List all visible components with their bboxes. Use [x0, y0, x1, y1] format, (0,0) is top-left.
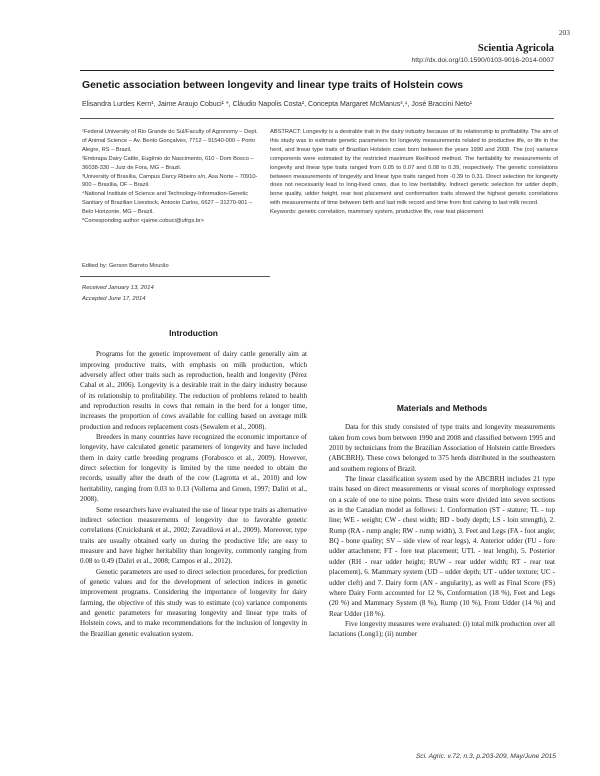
editorial-divider: [80, 276, 270, 277]
methods-paragraph-3: Five longevity measures were evaluated: (i) total milk production over all lactations (Long1); (ii) number: [329, 619, 555, 639]
affiliation-1: ¹Federal University of Rio Grande do Sul/Faculty of Agronomy – Dept. of Animal Science – Av. Bento Gonçalves, 7712 – 91540-000 – Porto Alegre, RS – Brazil.: [82, 129, 258, 153]
affiliation-2: ²Embrapa Dairy Cattle, Eugênio do Nascimento, 610 - Dom Bosco – 36038-330 – Juiz de Fora, MG – Brazil.: [82, 155, 254, 171]
body-column-right: [329, 328, 555, 640]
section-heading-introduction: Introduction: [169, 328, 218, 338]
article-title: Genetic association between longevity and linear type traits of Holstein cows: [82, 80, 464, 91]
intro-paragraph-2: Breeders in many countries have recognized the economic importance of longevity, have calculated genetic parameters of longevity and have included them in dairy cattle breeding programs (Forabosco et al., 2009). However, direct selection for longevity is limited by the time needed to obtain the records, usually after the death of the cow (Lagrotta et al., 2010) and low heritability, ranging from 0.03 to 0.13 (Vollema and Groen, 1997; Daliri et al., 2008).: [80, 433, 307, 504]
doi-link[interactable]: http://dx.doi.org/10.1590/0103-9016-2014-0007: [411, 57, 554, 64]
section-heading-methods: Materials and Methods: [396, 403, 488, 413]
accepted-date: Accepted June 17, 2014: [82, 296, 146, 302]
article-dates: [82, 283, 154, 305]
intro-paragraph-3: Some researchers have evaluated the use of linear type traits as alternative indirect selection measurements of longevity due to favorable genetic correlations (Cruickshank et al., 2002; Zavadilová et al., 2009). Moreover, type traits are usually obtained early on during the productive life; are easy to measure and have higher heritability than longevity, commonly ranging from 0.08 to 0.49 (Daliri et al., 2008; Campos et al., 2012).: [80, 505, 307, 566]
affiliation-4: ⁴National Institute of Science and Technology-Information-Genetic Sanitary of Brazilian Livestock, Antonio Carlos, 6627 – 31270-901 – Belo Horizonte, MG – Brazil.: [82, 191, 253, 216]
abstract-text: ABSTRACT: Longevity is a desirable trait in the dairy industry because of its relationship to profitability. The aim of this study was to estimate genetic parameters for longevity measurements related to productive life, or life in the herd, and linear type traits of Brazilian Holstein cows born between the years 1990 and 2008. The (co) variance components were estimated by the restricted maximum likelihood method. The heritability for measurements of longevity and linear type traits ranged from 0.05 to 0.07 and 0.08 to 0.39, respectively. The genetic correlations between measurements of longevity and linear type traits ranged from -0.39 to 0.31. Direct selection for longevity does not necessarily lead to long-lived cows, due to low heritability. Indirect genetic selection for udder depth, bone quality, udder height, rear teat placement and conformation traits showed the highest genetic correlations with measurements of time between birth and last milk record and time from first calving to last milk record.: [270, 129, 558, 207]
edited-by: Edited by: Gerson Barreto Mourão: [82, 263, 169, 269]
intro-paragraph-4: Genetic parameters are used to direct selection procedures, for prediction of genetic values and for the development of selection indices in genetic improvement programs. Considering the importance of longevity for dairy farming, the objective of this study was to estimate (co) variance components and genetic parameters for measuring longevity and linear type traits of Holstein cows, and to make recommendations for the inclusion of longevity in the Brazilian genetic evaluation system.: [80, 567, 307, 638]
keywords: Keywords: genetic correlation, mammary system, productive life, rear teat placement: [270, 209, 484, 216]
header-divider: [80, 70, 554, 71]
journal-name: Scientia Agricola: [477, 43, 554, 54]
body-column-left: [80, 328, 307, 639]
author-list: Elisandra Lurdes Kern¹, Jaime Araujo Cobuci¹ *, Cláudio Napolis Costa², Concepta Margaret McManus³,⁴, José Braccini Neto¹: [82, 101, 473, 108]
abstract: [270, 128, 558, 217]
journal-citation: Sci. Agric. v.72, n.3, p.203-209, May/June 2015: [415, 753, 556, 760]
methods-paragraph-1: Data for this study consisted of type traits and longevity measurements taken from cows born between 1990 and 2008 and classified between 1995 and 2010 by technicians from the Brazilian Association of Holstein cattle Breeders (ABCBRH). These cows belonged to 375 herds distributed in the southeastern and southern regions of Brazil.: [329, 423, 555, 473]
affiliation-3: ³University of Brasília, Campus Darcy Ribeiro s/n, Asa Norte – 70910-900 – Brasília, DF – Brazil.: [82, 173, 258, 189]
intro-paragraph-1: Programs for the genetic improvement of dairy cattle generally aim at improving productive traits, with emphasis on milk production, which adversely affect other traits such as reproduction, health and longevity (Pérez Cabal et al., 2006). Longevity is a desirable trait in the dairy industry because of its relationship to profitability. The reduction of problems related to health and reproduction results in cows that remain in the herd for a longer time, increases the proportion of cows available for culling based on average milk production and reduces replacement costs (Sewalem et al., 2008).: [80, 350, 307, 431]
methods-paragraph-2: The linear classification system used by the ABCBRH includes 21 type traits based on direct measurements or visual scores of morphology expressed on a scale of one to nine points. These traits were divided into seven sections as in the Canadian model as follows: 1. Conformation (ST - stature; TL - top line; WE - weight; CW - chest width; BD - body depth; LS - loin strength), 2. Rump (RA - rump angle; RW - rump width), 3. Feet and Legs (FA - foot angle; BQ - bone quality; SV – side view of rear legs), 4. Anterior udder (FU - fore udder attachment; FT - fore teat placement; UTL - teat length), 5. Posterior udder (RH - rear udder height; RUW - rear udder width; RT - rear teat placement), 6. Mammary system (UD – udder depth; UT - udder texture; UC - udder cleft) and 7. Dairy form (AN - angularity), as well as Final Score (FS) where Dairy Form accounted for 12 %, Conformation (18 %), Feet and Legs (20 %) and Mammary System (8 %), Rump (10 %), Front Udder (14 %) and Rear Udder (18 %).: [329, 475, 555, 618]
corresponding-author: *Corresponding author <jaime.cobuci@ufrgs.br>: [82, 218, 205, 225]
affiliations: [82, 128, 260, 226]
received-date: Received January 13, 2014: [82, 285, 154, 291]
page-number: 203: [558, 28, 570, 37]
title-divider: [80, 118, 554, 119]
